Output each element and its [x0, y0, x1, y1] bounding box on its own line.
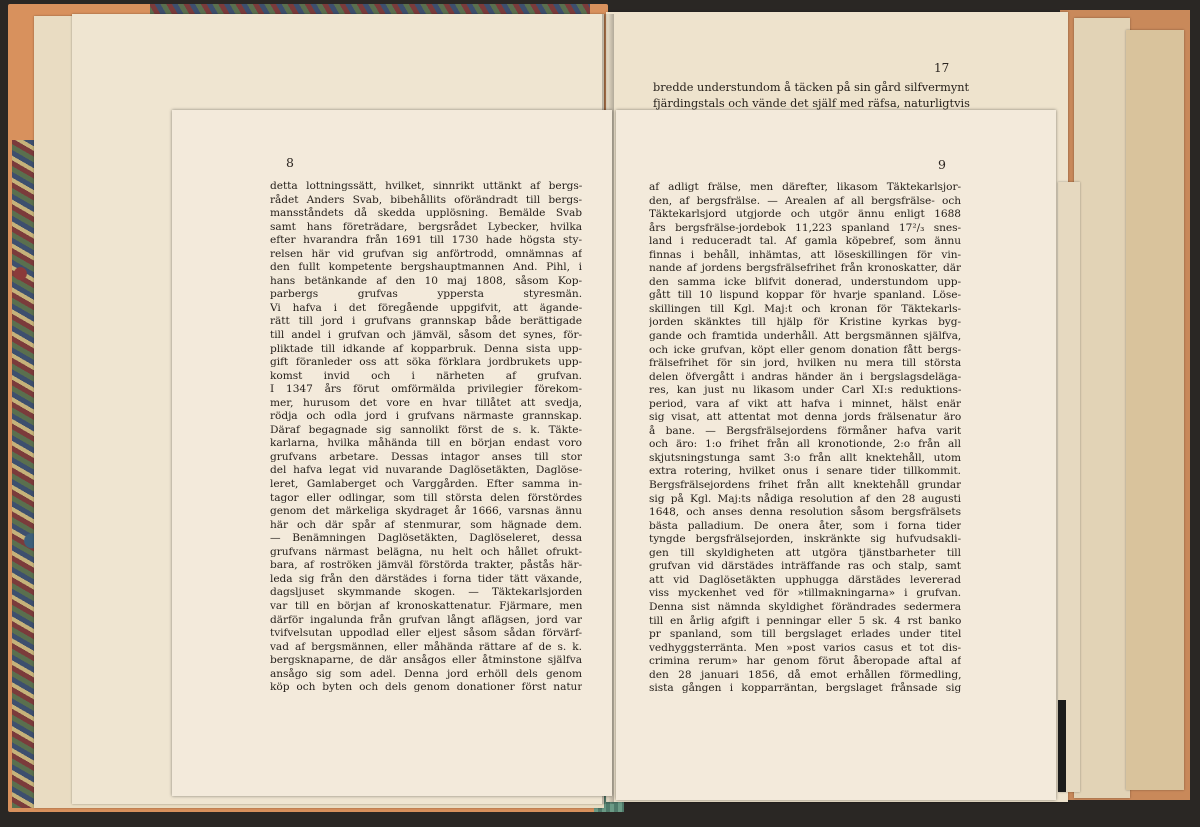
text-line: vad af bergsmännen, eller måhända rättare af de s. k.	[270, 640, 582, 653]
text-line: grufvans arbetare. Dessas intagor anses till stor	[270, 450, 582, 463]
bookmark-ribbon	[1058, 700, 1066, 792]
text-line: gift föranleder oss att söka förklara jordbrukets upp-	[270, 356, 582, 369]
text-line: karlarna, hvilka måhända till en början endast voro	[270, 437, 582, 450]
text-line: pr spanland, som till bergslaget erlades under titel	[649, 628, 961, 641]
page-number: 8	[286, 155, 294, 170]
text-line: sig visat, att attentat mot denna jords frälsenatur äro	[649, 411, 961, 424]
text-line: I 1347 års förut omförmälda privilegier förekom-	[270, 383, 582, 396]
text-line: sista gången i kopparräntan, bergslaget frånsade sig	[649, 682, 961, 695]
left-page	[172, 110, 612, 796]
text-line: land i reduceradt tal. Af gamla köpebref, som ännu	[649, 235, 961, 248]
text-line: relsen här vid grufvan sig anförtrodd, omnämnas af	[270, 247, 582, 260]
text-line: hans betänkande af den 10 maj 1808, såsom Kop-	[270, 274, 582, 287]
text-line: gen till skyldigheten att utgöra tjänstbarheter till	[649, 546, 961, 559]
text-line: tyngde bergsfrälsejorden, inskränkte sig hufvudsakli-	[649, 533, 961, 546]
text-line: skillingen till Kgl. Maj:t och kronan för Täktekarls-	[649, 302, 961, 315]
page-stack-edge-outer	[1126, 30, 1184, 790]
text-line: vedhyggsterränta. Men »post varios casus et tot dis-	[649, 641, 961, 654]
text-line: den, af bergsfrälse. — Arealen af all bergsfrälse- och	[649, 194, 961, 207]
text-line: var till en början af kronoskattenatur. Fjärmare, men	[270, 599, 582, 612]
text-line: extra rotering, hvilket onus i senare tider tillkommit.	[649, 465, 961, 478]
background-page-text	[653, 80, 993, 114]
text-line: den 28 januari 1856, då emot erhållen förmedling,	[649, 668, 961, 681]
text-line: Denna sist nämnda skyldighet förändrades sedermera	[649, 600, 961, 613]
text-line: Bergsfrälsejordens frihet från allt knektehåll grundar	[649, 479, 961, 492]
text-line: att vid Daglösetäkten upphugga därstädes levererad	[649, 573, 961, 586]
text-line: Däraf begagnade sig sannolikt först de s. k. Täkte-	[270, 423, 582, 436]
text-line: detta lottningssätt, hvilket, sinnrikt uttänkt af bergs-	[270, 180, 582, 192]
text-line: dagsljuset skymmande skogen. — Täktekarlsjorden	[270, 586, 582, 599]
text-line: Täktekarlsjord utgjorde och utgör ännu enligt 1688	[649, 208, 961, 221]
text-line: bergsknaparne, de där ansågos eller åtminstone själfva	[270, 654, 582, 667]
right-page	[616, 110, 1056, 800]
text-line: till en årlig afgift i penningar eller 5 sk. 4 rst banko	[649, 614, 961, 627]
text-line: bredde understundom å täcken på sin gård silfvermynt	[653, 81, 970, 94]
text-line: den samma icke blifvit donerad, understundom upp-	[649, 275, 961, 288]
text-line: fjärdingstals och vände det själf med räfsa, naturligtvis	[653, 97, 970, 110]
text-line: Vi hafva i det föregående uppgifvit, att ägande-	[270, 301, 582, 314]
text-line: period, vara af vikt att hafva i minnet, hälst enär	[649, 397, 961, 410]
text-line: sig på Kgl. Maj:ts nådiga resolution af den 28 augusti	[649, 492, 961, 505]
text-line: därför ingalunda från grufvan långt aflägsen, jord var	[270, 613, 582, 626]
text-line: tagor eller odlingar, som till största delen förstördes	[270, 491, 582, 504]
text-line: rådet Anders Svab, bibehållits oförändradt till bergs-	[270, 193, 582, 206]
text-line: leda sig från den därstädes i forna tider tätt växande,	[270, 572, 582, 585]
text-line: grufvan vid därstädes inträffande ras och stalp, samt	[649, 560, 961, 573]
text-line: parbergs grufvas yppersta styresmän.	[270, 288, 582, 301]
text-line: å bane. — Bergsfrälsejordens förmåner hafva varit	[649, 424, 961, 437]
text-line: ansågo sig som adel. Denna jord erhöll dels genom	[270, 667, 582, 680]
text-line: rödja och odla jord i grufvans närmaste grannskap.	[270, 410, 582, 423]
text-line: till andel i grufvan och jämväl, såsom det synes, för-	[270, 329, 582, 342]
text-line: — Benämningen Daglösetäkten, Daglöseleret, dessa	[270, 532, 582, 545]
text-line: del hafva legat vid nuvarande Daglösetäkten, Daglöse-	[270, 464, 582, 477]
text-line: den fullt kompetente bergshauptmannen And. Pihl, i	[270, 261, 582, 274]
text-line: efter hvarandra från 1691 till 1730 hade högsta sty-	[270, 234, 582, 247]
text-line: leret, Gamlaberget och Varggården. Efter samma in-	[270, 478, 582, 491]
text-line: viss myckenhet ved för »tillmakningarna» i grufvan.	[649, 587, 961, 600]
text-line: rätt till jord i grufvans grannskap både berättigade	[270, 315, 582, 328]
text-line: komst invid och i närheten af grufvan.	[270, 369, 582, 382]
text-line: crimina rerum» har genom förut åberopade aftal af	[649, 655, 961, 668]
text-line: jorden skänktes till hjälp för Kristine kyrkas byg-	[649, 316, 961, 329]
text-line: delen öfvergått i andras händer än i bergslagsdeläga-	[649, 370, 961, 383]
text-line: gått till 10 lispund koppar för hvarje spanland. Löse-	[649, 289, 961, 302]
text-line: pliktade till idkande af kopparbruk. Denna sista upp-	[270, 342, 582, 355]
page-body-text	[649, 181, 961, 696]
text-line: och äro: 1:o frihet från all kronotionde, 2:o från all	[649, 438, 961, 451]
page-stack-edge	[1074, 18, 1130, 798]
text-line: tvifvelsutan uppodlad eller eljest såsom sådan förvärf-	[270, 627, 582, 640]
background-page-number: 17	[934, 61, 950, 75]
text-line: af adligt frälse, men därefter, likasom Täktekarlsjor-	[649, 181, 961, 193]
text-line: 1648, och anses denna resolution såsom bergsfrälsets	[649, 506, 961, 519]
text-line: mer, hurusom det vore en hvar tillåtet att svedja,	[270, 396, 582, 409]
page-body-text	[270, 180, 582, 695]
text-line: grufvans närmast belägna, nu helt och hållet ofrukt-	[270, 545, 582, 558]
text-line: res, kan just nu likasom under Carl XI:s reduktions-	[649, 384, 961, 397]
text-line: frälsefrihet för sin jord, hvilken nu mera till största	[649, 357, 961, 370]
text-line: gande och framtida underhåll. Att bergsmännen själfva,	[649, 330, 961, 343]
text-line: här och där spår af stenmurar, som hägnade dem.	[270, 518, 582, 531]
text-line: genom det märkeliga skydraget år 1666, varsnas ännu	[270, 505, 582, 518]
text-line: och icke grufvan, köpt eller genom donation fått bergs-	[649, 343, 961, 356]
text-line: köp och byten och dels genom donationer först natur	[270, 681, 582, 694]
text-line: bästa palladium. De onera åter, som i forna tider	[649, 519, 961, 532]
text-line: mansståndets då skedda upplösning. Bemälde Svab	[270, 207, 582, 220]
text-line: nande af jordens bergsfrälsefrihet från kronoskatter, där	[649, 262, 961, 275]
text-line: samt hans företrädare, bergsrådet Lybecker, hvilka	[270, 220, 582, 233]
text-line: skjutsningstunga samt 3:o från allt knektehåll, utom	[649, 451, 961, 464]
page-number: 9	[938, 157, 946, 172]
text-line: bara, af roströken jämväl förstörda trakter, påstås här-	[270, 559, 582, 572]
text-line: finnas i behåll, inhämtas, att löseskillingen för vin-	[649, 248, 961, 261]
text-line: års bergsfrälse-jordebok 11,223 spanland 17²/₃ snes-	[649, 221, 961, 234]
